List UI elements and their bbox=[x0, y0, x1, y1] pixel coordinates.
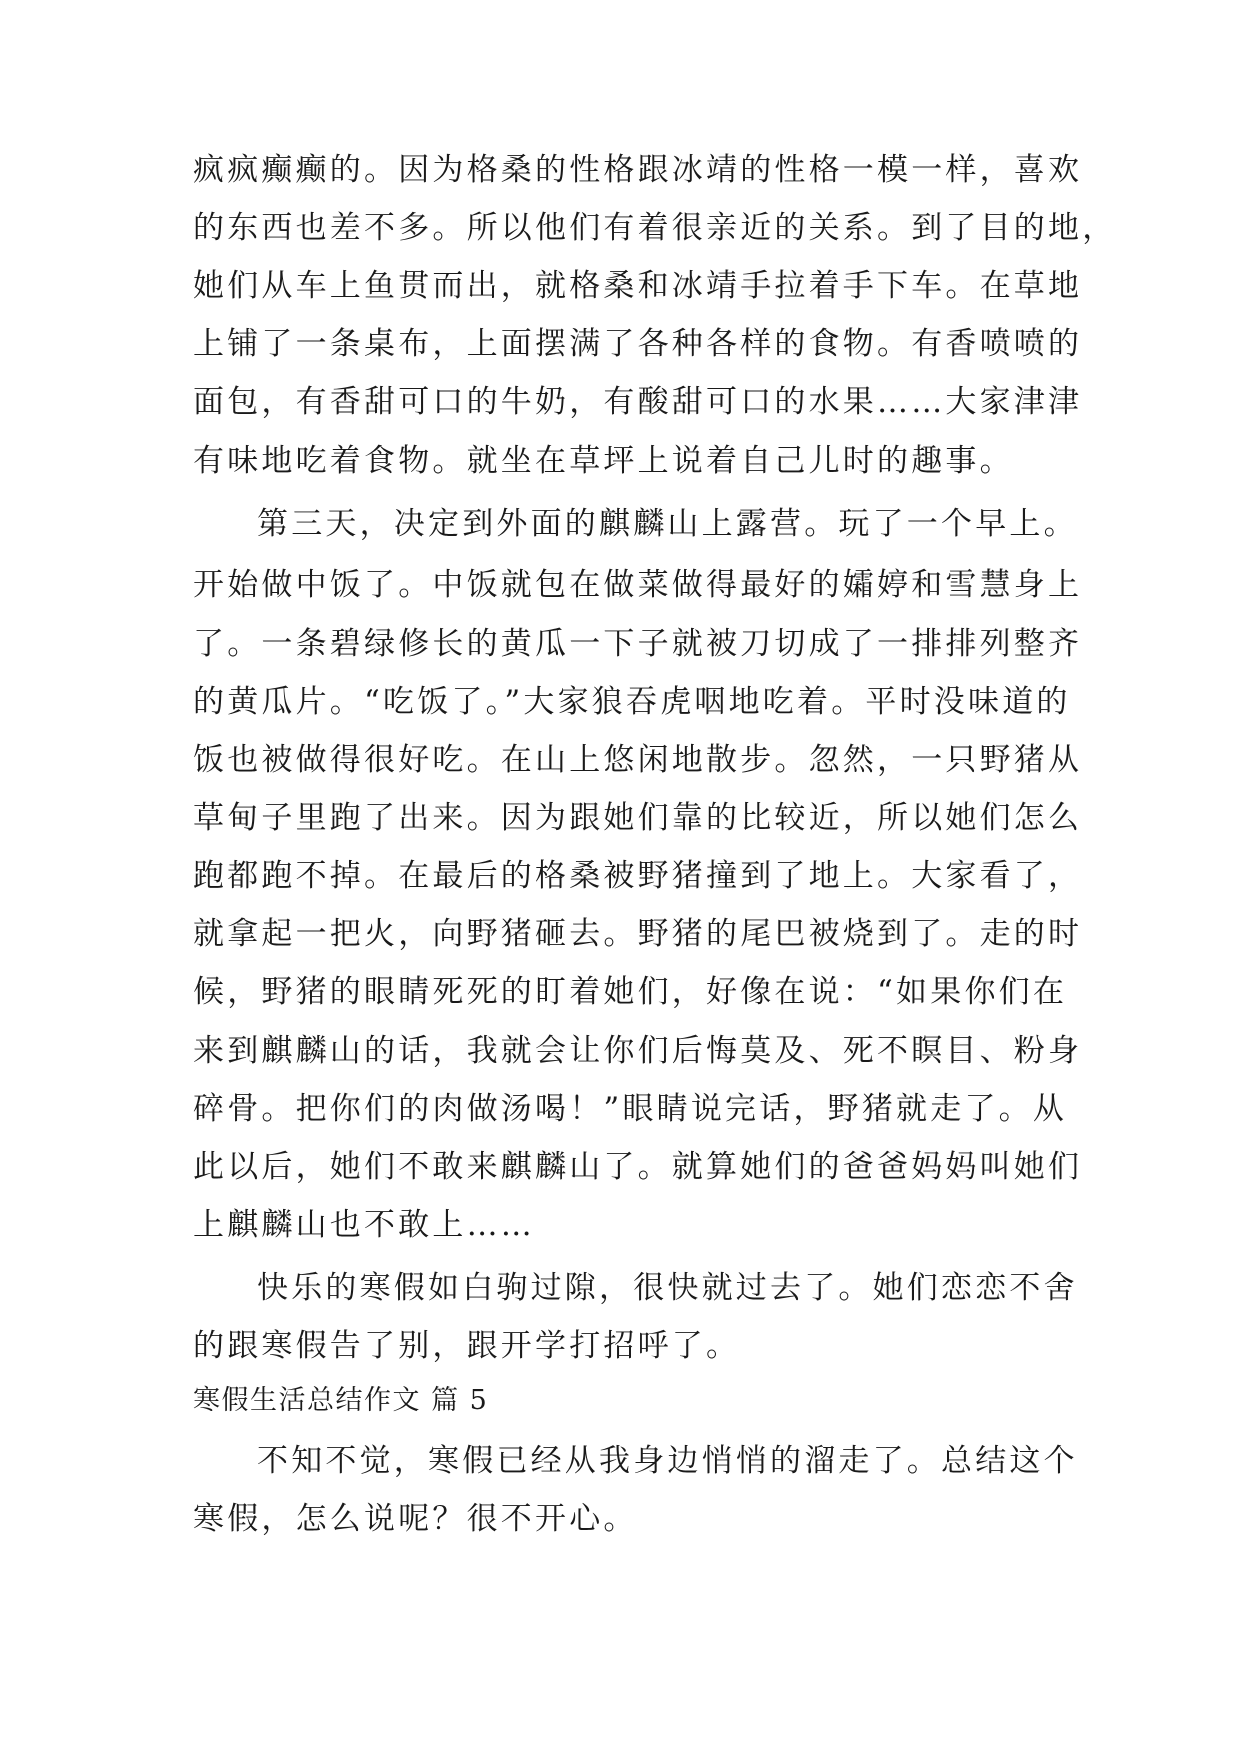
text-line: 有味地吃着食物。就坐在草坪上说着自己儿时的趣事。 bbox=[193, 443, 1014, 479]
text-line: 候，野猪的眼睛死死的盯着她们，好像在说：“如果你们在 bbox=[193, 974, 1068, 1010]
section-heading: 寒假生活总结作文 篇 5 bbox=[193, 1385, 489, 1416]
text-line: 来到麒麟山的话，我就会让你们后悔莫及、死不瞑目、粉身 bbox=[193, 1033, 1083, 1069]
text-line: 她们从车上鱼贯而出，就格桑和冰靖手拉着手下车。在草地 bbox=[193, 268, 1083, 304]
text-line: 此以后，她们不敢来麒麟山了。就算她们的爸爸妈妈叫她们 bbox=[193, 1149, 1083, 1185]
text-line: 上铺了一条桌布，上面摆满了各种各样的食物。有香喷喷的 bbox=[193, 326, 1083, 362]
paragraph-first-line: 快乐的寒假如白驹过隙，很快就过去了。她们恋恋不舍 bbox=[257, 1270, 1078, 1306]
text-line: 的黄瓜片。“吃饭了。”大家狼吞虎咽地吃着。平时没味道的 bbox=[193, 684, 1071, 720]
text-line: 就拿起一把火，向野猪砸去。野猪的尾巴被烧到了。走的时 bbox=[193, 916, 1083, 952]
text-line: 疯疯癫癫的。因为格桑的性格跟冰靖的性格一模一样，喜欢 bbox=[193, 152, 1083, 188]
text-line: 面包，有香甜可口的牛奶，有酸甜可口的水果……大家津津 bbox=[193, 384, 1083, 420]
text-line: 的跟寒假告了别，跟开学打招呼了。 bbox=[193, 1328, 741, 1364]
text-line: 饭也被做得很好吃。在山上悠闲地散步。忽然，一只野猪从 bbox=[193, 742, 1083, 778]
text-line: 草甸子里跑了出来。因为跟她们靠的比较近，所以她们怎么 bbox=[193, 800, 1083, 836]
text-line: 了。一条碧绿修长的黄瓜一下子就被刀切成了一排排列整齐 bbox=[193, 626, 1083, 662]
text-line: 的东西也差不多。所以他们有着很亲近的关系。到了目的地， bbox=[193, 210, 1117, 246]
text-line: 寒假，怎么说呢？很不开心。 bbox=[193, 1501, 638, 1537]
text-line: 上麒麟山也不敢上…… bbox=[193, 1207, 535, 1243]
paragraph-first-line: 第三天，决定到外面的麒麟山上露营。玩了一个早上。 bbox=[257, 506, 1078, 542]
text-line: 碎骨。把你们的肉做汤喝！”眼睛说完话，野猪就走了。从 bbox=[193, 1091, 1068, 1127]
text-line: 跑都跑不掉。在最后的格桑被野猪撞到了地上。大家看了， bbox=[193, 858, 1083, 894]
paragraph-first-line: 不知不觉，寒假已经从我身边悄悄的溜走了。总结这个 bbox=[257, 1443, 1078, 1479]
text-line: 开始做中饭了。中饭就包在做菜做得最好的孀婷和雪慧身上 bbox=[193, 567, 1083, 603]
